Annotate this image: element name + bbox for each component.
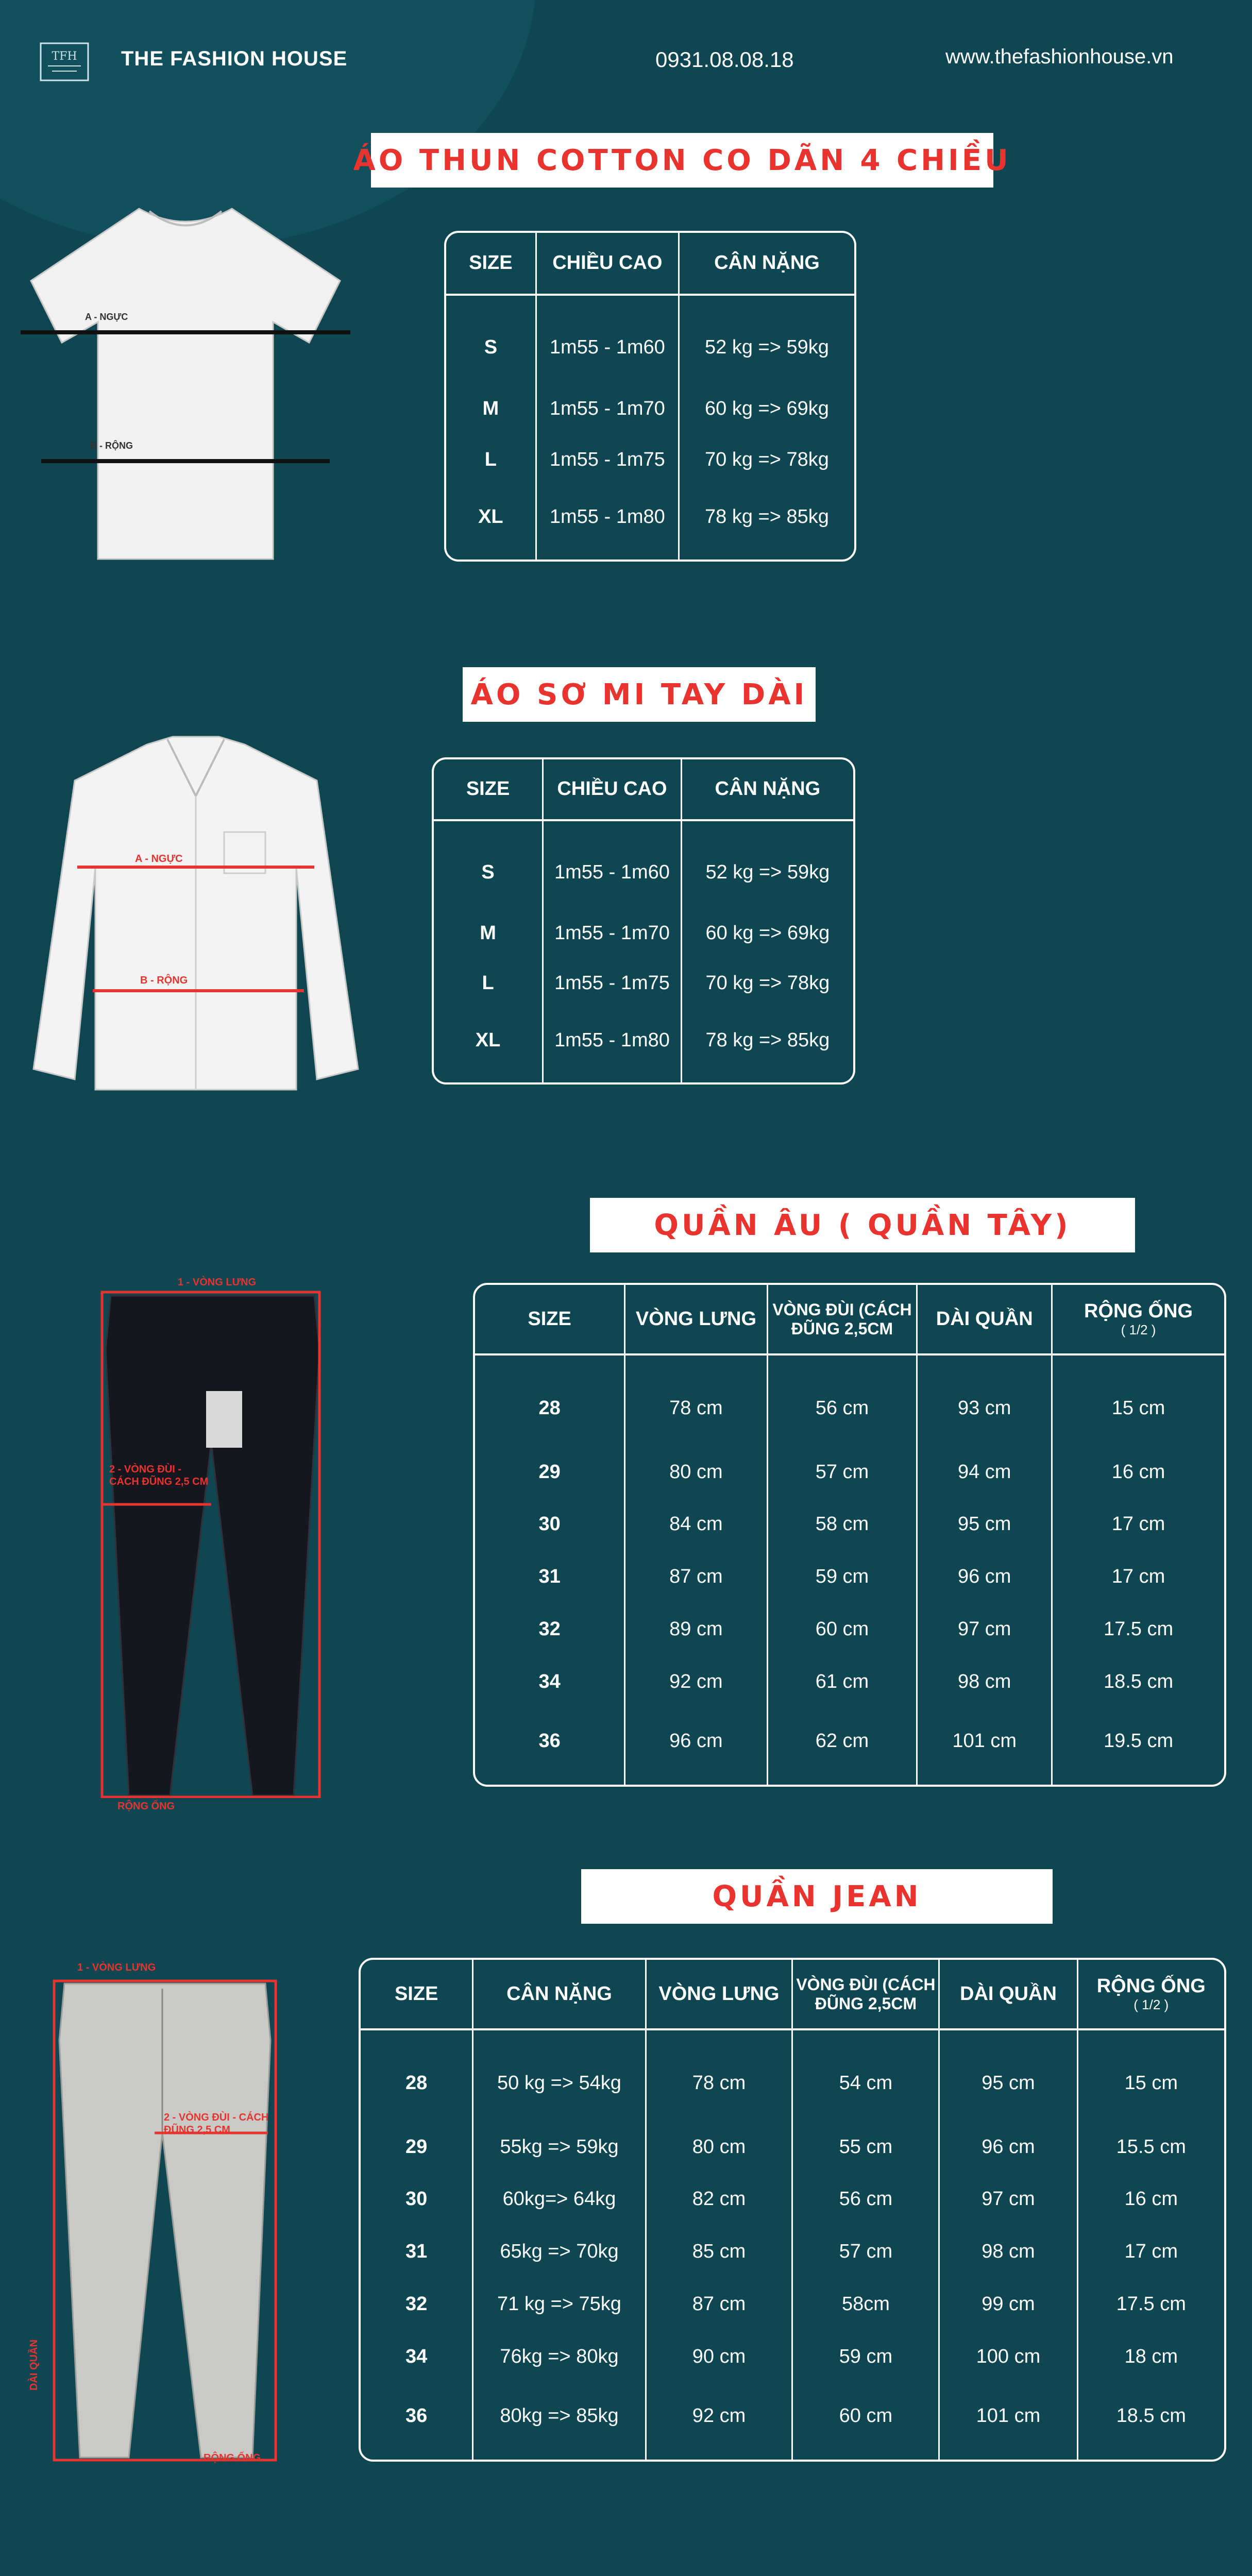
column-header: DÀI QUẦN	[917, 1285, 1052, 1354]
size-cell: S	[434, 820, 543, 908]
table-cell: 1m55 - 1m80	[543, 1009, 682, 1082]
size-cell: 36	[475, 1708, 625, 1785]
size-table-shirt	[432, 757, 855, 1084]
column-header-label: RỘNG ỐNG	[1096, 1975, 1206, 1997]
table-cell: 15 cm	[1124, 2072, 1178, 2094]
table-cell: 15.5 cm	[1116, 2136, 1186, 2158]
table-cell: 17 cm	[1124, 2241, 1178, 2263]
image-label: RỘNG ỐNG	[204, 2452, 261, 2464]
image-label: 2 - VÒNG ĐÙI - CÁCH ĐŨNG 2,5 CM	[164, 2112, 269, 2136]
table-row	[475, 1655, 1224, 1708]
table-cell: 80 cm	[625, 1446, 767, 1498]
table-cell: 1m55 - 1m80	[536, 485, 679, 560]
size-cell: 32	[475, 1603, 625, 1656]
section-title-text: ÁO THUN COTTON CO DÃN 4 CHIỀU	[353, 143, 1011, 177]
table-cell: 71 kg => 75kg	[473, 2278, 646, 2331]
jeans-image	[52, 1978, 278, 2463]
table-cell: 1m55 - 1m70	[543, 908, 682, 958]
table-row	[434, 958, 853, 1009]
table-row	[475, 1551, 1224, 1603]
table-cell: 18 cm	[1124, 2345, 1178, 2367]
column-header: DÀI QUẦN	[939, 1960, 1077, 2029]
image-label: A - NGỰC	[85, 312, 128, 322]
table-cell: 62 cm	[767, 1708, 917, 1785]
trousers-image	[98, 1288, 325, 1798]
table-cell: 80kg => 85kg	[473, 2383, 646, 2460]
column-header	[1077, 1960, 1224, 2029]
table-row	[475, 1446, 1224, 1498]
column-header: VÒNG LƯNG	[646, 1960, 792, 2029]
table-row	[475, 1603, 1224, 1656]
table-cell: 82 cm	[646, 2173, 792, 2226]
size-cell: M	[434, 908, 543, 958]
table-cell: 16 cm	[1111, 1461, 1165, 1483]
table-cell: 96 cm	[917, 1551, 1052, 1603]
size-cell: 34	[361, 2330, 473, 2383]
section-title-shirt	[463, 667, 816, 722]
column-header: SIZE	[475, 1285, 625, 1354]
table-cell: 93 cm	[917, 1354, 1052, 1446]
size-cell: 30	[475, 1498, 625, 1551]
table-cell: 1m55 - 1m60	[536, 295, 679, 383]
size-cell: L	[446, 434, 536, 485]
table-cell: 56 cm	[767, 1354, 917, 1446]
size-cell: 31	[361, 2226, 473, 2278]
image-label: B - RỘNG	[90, 440, 133, 451]
table-cell: 17 cm	[1111, 1513, 1165, 1535]
phone-number[interactable]: 0931.08.08.18	[655, 47, 794, 72]
table-row	[361, 2121, 1224, 2173]
table-cell: 92 cm	[646, 2383, 792, 2460]
table-cell: 65kg => 70kg	[473, 2226, 646, 2278]
table-cell: 1m55 - 1m75	[543, 958, 682, 1009]
table-cell: 90 cm	[646, 2330, 792, 2383]
table-cell: 18.5 cm	[1103, 1670, 1174, 1692]
table-cell: 55 cm	[792, 2121, 939, 2173]
column-header: CÂN NẶNG	[679, 233, 854, 295]
table-cell: 17.5 cm	[1116, 2293, 1186, 2315]
brand-name: THE FASHION HOUSE	[121, 47, 348, 70]
shirt-image	[28, 734, 363, 1095]
tshirt-image	[21, 204, 350, 564]
table-row	[446, 485, 854, 560]
table-cell: 97 cm	[939, 2173, 1077, 2226]
column-header	[1052, 1285, 1224, 1354]
size-cell: M	[446, 383, 536, 434]
table-row	[361, 2226, 1224, 2278]
column-header-sub: ( 1/2 )	[1121, 1322, 1156, 1338]
section-title-text: ÁO SƠ MI TAY DÀI	[470, 677, 808, 711]
column-header: VÒNG ĐÙI (CÁCH ĐŨNG 2,5CM	[767, 1285, 917, 1354]
table-cell: 85 cm	[646, 2226, 792, 2278]
size-cell: S	[446, 295, 536, 383]
section-title-text: QUẦN JEAN	[712, 1879, 922, 1913]
table-cell: 52 kg => 59kg	[705, 861, 830, 883]
table-row	[361, 2029, 1224, 2121]
table-cell: 98 cm	[917, 1655, 1052, 1708]
table-cell: 61 cm	[767, 1655, 917, 1708]
column-header: VÒNG LƯNG	[625, 1285, 767, 1354]
section-title-text: QUẦN ÂU ( QUẦN TÂY)	[654, 1208, 1071, 1242]
section-title-trousers	[590, 1198, 1135, 1252]
table-cell: 17.5 cm	[1103, 1618, 1174, 1640]
table-cell: 1m55 - 1m70	[536, 383, 679, 434]
table-cell: 57 cm	[792, 2226, 939, 2278]
table-cell: 55kg => 59kg	[473, 2121, 646, 2173]
table-cell: 60 cm	[792, 2383, 939, 2460]
table-cell: 89 cm	[625, 1603, 767, 1656]
table-cell: 58cm	[792, 2278, 939, 2331]
table-cell: 60 kg => 69kg	[705, 397, 829, 419]
table-cell: 78 kg => 85kg	[705, 506, 829, 528]
column-header-sub: ( 1/2 )	[1133, 1997, 1169, 2013]
svg-text:TFH: TFH	[52, 50, 77, 63]
column-header: CHIỀU CAO	[536, 233, 679, 295]
table-cell: 84 cm	[625, 1498, 767, 1551]
table-cell: 87 cm	[646, 2278, 792, 2331]
table-cell: 70 kg => 78kg	[705, 448, 829, 470]
website-link[interactable]: www.thefashionhouse.vn	[945, 45, 1174, 68]
table-cell: 54 cm	[792, 2029, 939, 2121]
image-label: B - RỘNG	[140, 975, 188, 986]
table-cell: 15 cm	[1111, 1397, 1165, 1419]
size-cell: 29	[475, 1446, 625, 1498]
table-row	[361, 2173, 1224, 2226]
table-cell: 78 cm	[646, 2029, 792, 2121]
table-cell: 95 cm	[917, 1498, 1052, 1551]
table-cell: 76kg => 80kg	[473, 2330, 646, 2383]
size-table-trousers	[473, 1283, 1226, 1787]
column-header: CÂN NẶNG	[681, 759, 853, 820]
size-table-jeans	[359, 1958, 1226, 2462]
table-row	[475, 1708, 1224, 1785]
table-cell: 80 cm	[646, 2121, 792, 2173]
table-cell: 97 cm	[917, 1603, 1052, 1656]
table-cell: 56 cm	[792, 2173, 939, 2226]
table-row	[434, 908, 853, 958]
table-cell: 50 kg => 54kg	[473, 2029, 646, 2121]
table-cell: 98 cm	[939, 2226, 1077, 2278]
table-row	[475, 1498, 1224, 1551]
size-cell: 34	[475, 1655, 625, 1708]
size-cell: L	[434, 958, 543, 1009]
table-row	[446, 383, 854, 434]
column-header-label: RỘNG ỐNG	[1084, 1300, 1193, 1322]
table-cell: 57 cm	[767, 1446, 917, 1498]
table-row	[446, 295, 854, 383]
table-cell: 58 cm	[767, 1498, 917, 1551]
table-cell: 60 cm	[767, 1603, 917, 1656]
image-label: 1 - VÒNG LƯNG	[178, 1277, 257, 1288]
column-header: SIZE	[361, 1960, 473, 2029]
column-header: CHIỀU CAO	[543, 759, 682, 820]
table-row	[446, 434, 854, 485]
table-row	[361, 2383, 1224, 2460]
brand-logo-icon	[39, 41, 90, 82]
size-cell: 31	[475, 1551, 625, 1603]
table-cell: 99 cm	[939, 2278, 1077, 2331]
image-label: DÀI QUẦN	[28, 2340, 40, 2391]
table-cell: 19.5 cm	[1103, 1730, 1174, 1752]
image-label: A - NGỰC	[135, 853, 183, 865]
image-label: 1 - VÒNG LƯNG	[77, 1962, 156, 1973]
table-cell: 60 kg => 69kg	[705, 922, 830, 944]
table-cell: 16 cm	[1124, 2188, 1178, 2210]
table-row	[361, 2330, 1224, 2383]
table-cell: 17 cm	[1111, 1566, 1165, 1588]
table-cell: 18.5 cm	[1116, 2404, 1186, 2427]
column-header: CÂN NẶNG	[473, 1960, 646, 2029]
table-cell: 78 cm	[625, 1354, 767, 1446]
size-table-tshirt	[444, 231, 856, 562]
size-cell: 29	[361, 2121, 473, 2173]
column-header: SIZE	[446, 233, 536, 295]
table-cell: 95 cm	[939, 2029, 1077, 2121]
table-cell: 87 cm	[625, 1551, 767, 1603]
table-cell: 78 kg => 85kg	[705, 1029, 830, 1051]
size-cell: 28	[361, 2029, 473, 2121]
table-cell: 96 cm	[625, 1708, 767, 1785]
column-header: VÒNG ĐÙI (CÁCH ĐŨNG 2,5CM	[792, 1960, 939, 2029]
table-cell: 1m55 - 1m75	[536, 434, 679, 485]
table-cell: 60kg=> 64kg	[473, 2173, 646, 2226]
column-header: SIZE	[434, 759, 543, 820]
image-label: RỘNG ỐNG	[117, 1801, 175, 1812]
size-cell: XL	[446, 485, 536, 560]
table-cell: 1m55 - 1m60	[543, 820, 682, 908]
table-row	[434, 1009, 853, 1082]
size-cell: XL	[434, 1009, 543, 1082]
table-cell: 100 cm	[939, 2330, 1077, 2383]
table-cell: 59 cm	[792, 2330, 939, 2383]
size-cell: 30	[361, 2173, 473, 2226]
table-cell: 101 cm	[917, 1708, 1052, 1785]
table-cell: 70 kg => 78kg	[705, 972, 830, 994]
section-title-tshirt	[353, 133, 1011, 188]
size-cell: 28	[475, 1354, 625, 1446]
table-row	[475, 1354, 1224, 1446]
table-row	[434, 820, 853, 908]
table-row	[361, 2278, 1224, 2331]
table-cell: 92 cm	[625, 1655, 767, 1708]
table-cell: 59 cm	[767, 1551, 917, 1603]
table-cell: 96 cm	[939, 2121, 1077, 2173]
size-cell: 32	[361, 2278, 473, 2331]
image-label: 2 - VÒNG ĐÙI - CÁCH ĐŨNG 2,5 CM	[109, 1464, 209, 1487]
table-cell: 52 kg => 59kg	[705, 336, 829, 358]
size-cell: 36	[361, 2383, 473, 2460]
table-cell: 94 cm	[917, 1446, 1052, 1498]
section-title-jeans	[581, 1869, 1053, 1924]
table-cell: 101 cm	[939, 2383, 1077, 2460]
